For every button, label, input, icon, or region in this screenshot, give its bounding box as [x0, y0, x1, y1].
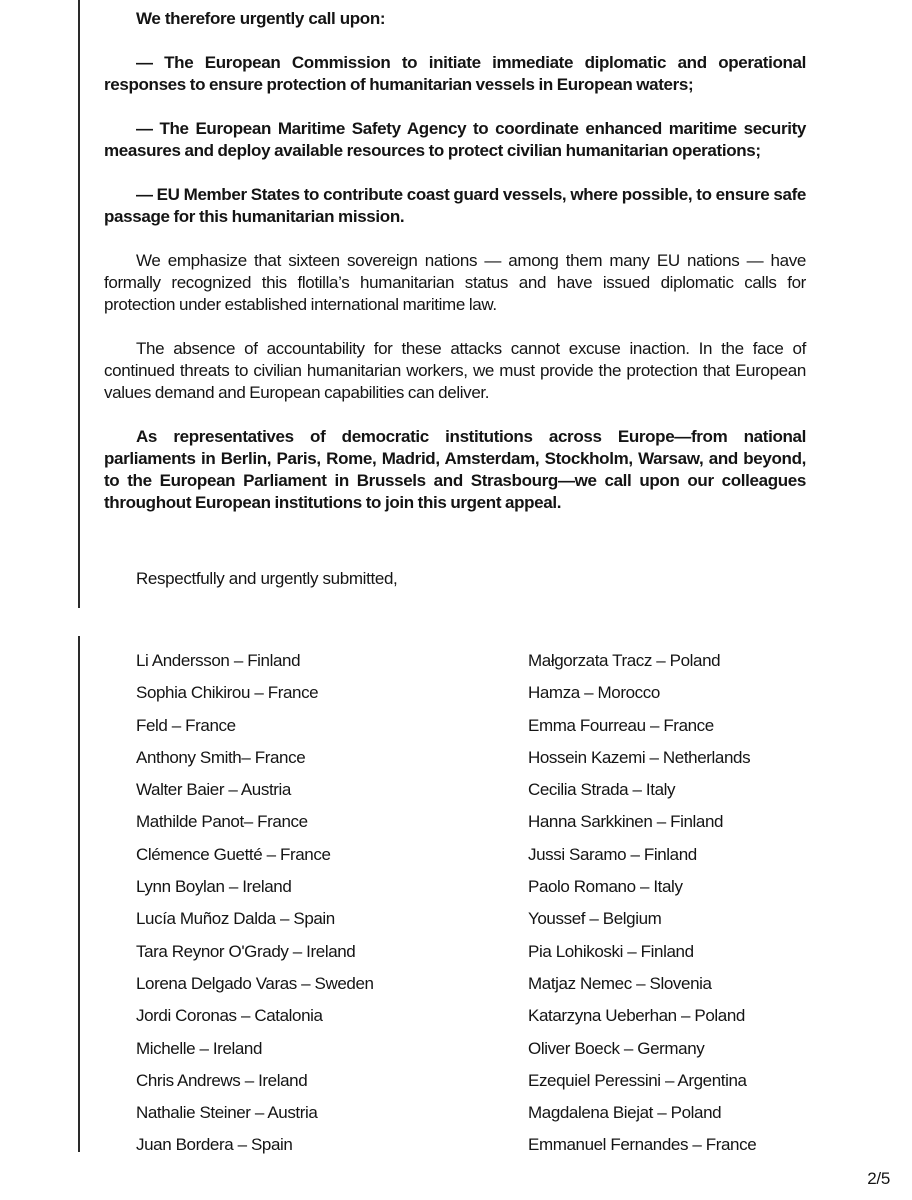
- paragraph-accountability: The absence of accountability for these attacks cannot excuse inaction. In the face of continued threats to civilian humanitarian workers, we must provide the protection that European values demand and European capabilities can deliver.: [104, 339, 806, 402]
- signatory: Sophia Chikirou – France: [136, 683, 319, 703]
- signatory: Li Andersson – Finland: [136, 651, 301, 670]
- page-number: 2/5: [867, 1169, 890, 1188]
- signatory-column-left: [136, 650, 528, 1167]
- margin-rule-lower: [78, 636, 80, 1152]
- signatory: Pia Lohikoski – Finland: [528, 941, 694, 961]
- signatory: Ezequiel Peressini – Argentina: [528, 1070, 747, 1090]
- signatory: Nathalie Steiner – Austria: [136, 1103, 318, 1123]
- signatory: Paolo Romano – Italy: [528, 877, 683, 897]
- signatory: Clémence Guetté – France: [136, 844, 331, 864]
- signatory: Emmanuel Fernandes – France: [528, 1135, 757, 1155]
- call-intro: We therefore urgently call upon:: [136, 9, 386, 28]
- signatory: Emma Fourreau – France: [528, 715, 714, 735]
- signatory: Hanna Sarkkinen – Finland: [528, 812, 724, 832]
- signatory: Juan Bordera – Spain: [136, 1135, 293, 1155]
- demand-member-states: — EU Member States to contribute coast guard vessels, where possible, to ensure safe passage for this humanitarian mission.: [104, 185, 806, 226]
- demand-maritime-agency: — The European Maritime Safety Agency to coordinate enhanced maritime security measures and deploy available resources to protect civilian humanitarian operations;: [104, 119, 806, 160]
- signatory: Feld – France: [136, 715, 236, 735]
- signatory: Małgorzata Tracz – Poland: [528, 651, 721, 670]
- signatory: Jordi Coronas – Catalonia: [136, 1006, 323, 1026]
- closing-line: Respectfully and urgently submitted,: [136, 569, 398, 588]
- signatory: Magdalena Biejat – Poland: [528, 1103, 722, 1123]
- signatory: Katarzyna Ueberhan – Poland: [528, 1006, 745, 1026]
- signatory: Cecilia Strada – Italy: [528, 780, 676, 800]
- signatory: Matjaz Nemec – Slovenia: [528, 973, 712, 993]
- signatory: Mathilde Panot– France: [136, 812, 308, 832]
- signatory: Anthony Smith– France: [136, 747, 306, 767]
- signatory: Lucía Muñoz Dalda – Spain: [136, 909, 335, 929]
- signatory: Hossein Kazemi – Netherlands: [528, 747, 751, 767]
- paragraph-appeal: As representatives of democratic institutions across Europe—from national parliaments in Berlin, Paris, Rome, Madrid, Amsterdam, Stockholm, Warsaw, and beyond, to the European Parliament in Brussels and Strasbourg—we call upon our colleagues throughout European institutions to join this urgent appeal.: [104, 427, 806, 512]
- signatory: Lorena Delgado Varas – Sweden: [136, 973, 374, 993]
- signatory-column-right: [528, 650, 828, 1167]
- signatory: Chris Andrews – Ireland: [136, 1070, 308, 1090]
- signatory: Jussi Saramo – Finland: [528, 844, 697, 864]
- signatory: Walter Baier – Austria: [136, 780, 291, 800]
- signatory: Michelle – Ireland: [136, 1038, 263, 1058]
- signatory: Oliver Boeck – Germany: [528, 1038, 705, 1058]
- paragraph-recognition: We emphasize that sixteen sovereign nations — among them many EU nations — have formally recognized this flotilla’s humanitarian status and have issued diplomatic calls for protection under established international maritime law.: [104, 251, 806, 314]
- demand-commission: — The European Commission to initiate immediate diplomatic and operational responses to ensure protection of humanitarian vessels in European waters;: [104, 53, 806, 94]
- margin-rule-upper: [78, 0, 80, 608]
- signatory: Lynn Boylan – Ireland: [136, 877, 292, 897]
- signatory: Youssef – Belgium: [528, 909, 662, 929]
- signatory: Hamza – Morocco: [528, 683, 660, 703]
- signatory-list: [136, 650, 836, 1167]
- signatory: Tara Reynor O'Grady – Ireland: [136, 941, 356, 961]
- letter-body: [104, 8, 806, 536]
